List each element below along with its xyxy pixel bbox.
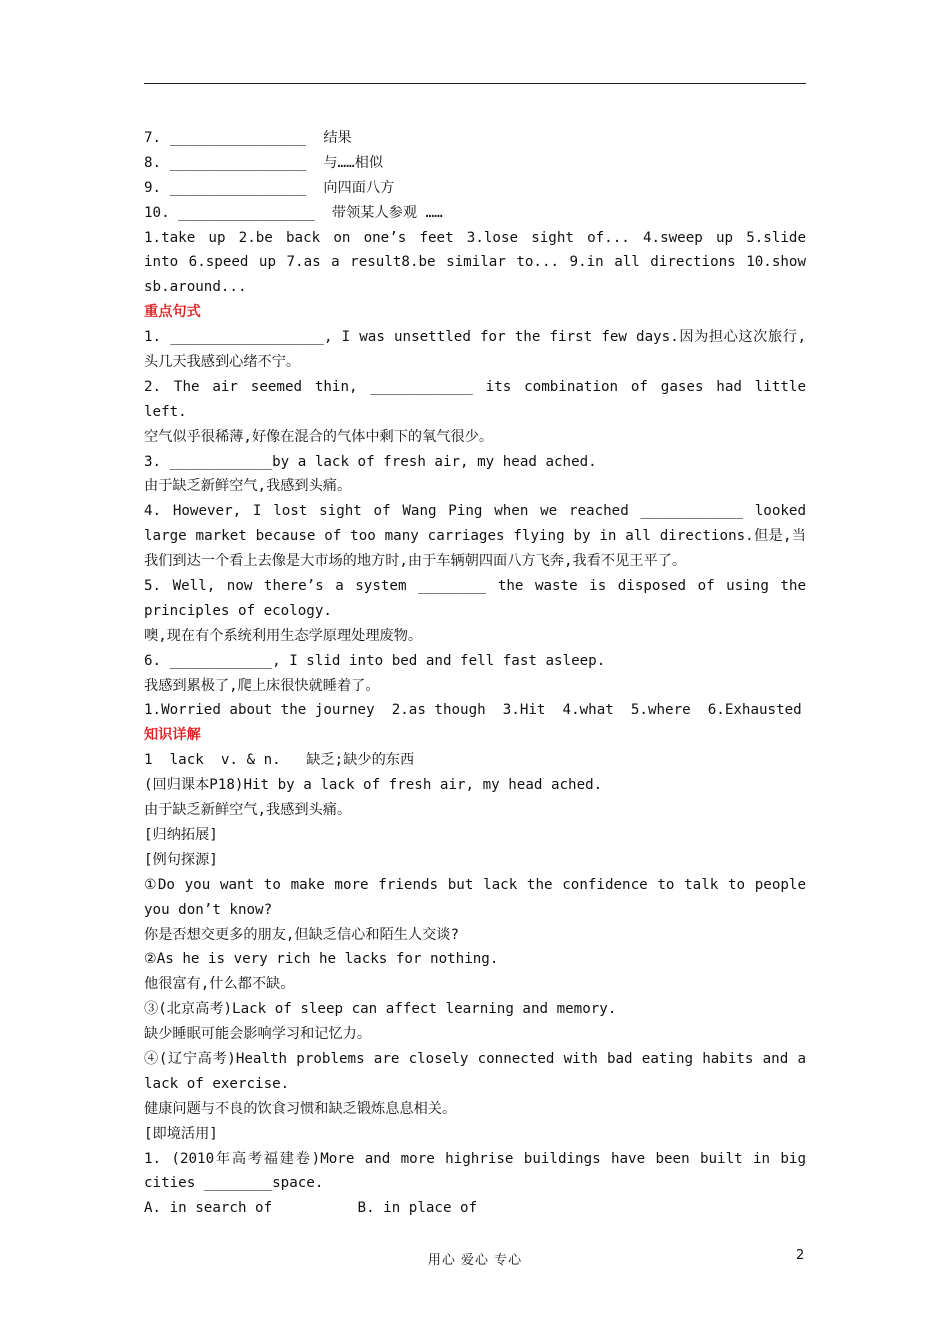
text-line: you don’t know? <box>144 901 273 918</box>
text-line: A. in search of B. in place of <box>144 1200 478 1217</box>
text-line: principles of ecology. <box>144 602 332 619</box>
header-rule <box>144 83 806 84</box>
text-line: [即境活用] <box>144 1125 218 1142</box>
text-line: 5. Well, now there’s a system ________ the waste is disposed of using the <box>144 578 806 595</box>
text-line: 1.Worried about the journey 2.as though 3.Hit 4.what 5.where 6.Exhausted <box>144 702 802 719</box>
vocab-answers <box>144 226 806 301</box>
vocab-item: 9. ________________ 向四面八方 <box>144 179 395 196</box>
text-line: 缺少睡眠可能会影响学习和记忆力。 <box>144 1026 372 1043</box>
text-line: 1. __________________, I was unsettled for the first few days.因为担心这次旅行, <box>144 329 806 346</box>
text-line: 4. However, I lost sight of Wang Ping when we reached ____________ looked <box>144 503 806 520</box>
text-line: 噢,现在有个系统利用生态学原理处理废物。 <box>144 627 423 644</box>
text-line: ①Do you want to make more friends but lack the confidence to talk to people <box>144 876 806 893</box>
text-line: 他很富有,什么都不缺。 <box>144 976 295 993</box>
knowledge-section <box>144 748 806 1221</box>
text-line: 我感到累极了,爬上床很快就睡着了。 <box>144 677 380 694</box>
vocab-list <box>144 126 806 226</box>
answer-line: sb.around... <box>144 279 247 296</box>
answer-line: into 6.speed up 7.as a result8.be similar to... 9.in all directions 10.show <box>144 254 806 271</box>
text-line: 1. (2010年高考福建卷)More and more highrise buildings have been built in big <box>144 1150 806 1167</box>
text-line: cities ________space. <box>144 1175 324 1192</box>
answer-line: 1.take up 2.be back on one’s feet 3.lose sight of... 4.sweep up 5.slide <box>144 229 806 246</box>
text-line: ②As he is very rich he lacks for nothing. <box>144 951 499 968</box>
text-line: 3. ____________by a lack of fresh air, my head ached. <box>144 453 597 470</box>
text-line: large market because of too many carriages flying by in all directions.但是,当 <box>144 528 806 545</box>
text-line: 1 lack v. & n. 缺乏;缺少的东西 <box>144 752 415 769</box>
vocab-item: 10. ________________ 带领某人参观 …… <box>144 204 443 221</box>
section-heading-knowledge: 知识详解 <box>144 727 201 744</box>
text-line: ④(辽宁高考)Health problems are closely connected with bad eating habits and a <box>144 1050 806 1067</box>
text-line: 6. ____________, I slid into bed and fell fast asleep. <box>144 652 606 669</box>
vocab-item: 8. ________________ 与……相似 <box>144 154 384 171</box>
text-line: 由于缺乏新鲜空气,我感到头痛。 <box>144 802 352 819</box>
section-heading-sentences: 重点句式 <box>144 304 201 321</box>
text-line: left. <box>144 403 187 420</box>
vocab-item: 7. ________________ 结果 <box>144 130 352 146</box>
text-line: 头几天我感到心绪不宁。 <box>144 354 301 371</box>
text-line: 健康问题与不良的饮食习惯和缺乏锻炼息息相关。 <box>144 1100 457 1117</box>
page-content <box>144 126 806 1221</box>
text-line: [归纳拓展] <box>144 826 218 843</box>
text-line: 你是否想交更多的朋友,但缺乏信心和陌生人交谈? <box>144 926 460 943</box>
text-line: 由于缺乏新鲜空气,我感到头痛。 <box>144 478 352 495</box>
text-line: 2. The air seemed thin, ____________ its combination of gases had little <box>144 378 806 395</box>
sentence-section <box>144 325 806 723</box>
footer-motto: 用心 爱心 专心 <box>427 1253 523 1268</box>
text-line: (回归课本P18)Hit by a lack of fresh air, my head ached. <box>144 777 603 794</box>
text-line: ③(北京高考)Lack of sleep can affect learning and memory. <box>144 1001 617 1018</box>
text-line: 空气似乎很稀薄,好像在混合的气体中剩下的氧气很少。 <box>144 428 494 445</box>
text-line: [例句探源] <box>144 851 218 868</box>
text-line: lack of exercise. <box>144 1075 290 1092</box>
text-line: 我们到达一个看上去像是大市场的地方时,由于车辆朝四面八方飞奔,我看不见王平了。 <box>144 553 687 570</box>
page-number: 2 <box>796 1248 805 1263</box>
